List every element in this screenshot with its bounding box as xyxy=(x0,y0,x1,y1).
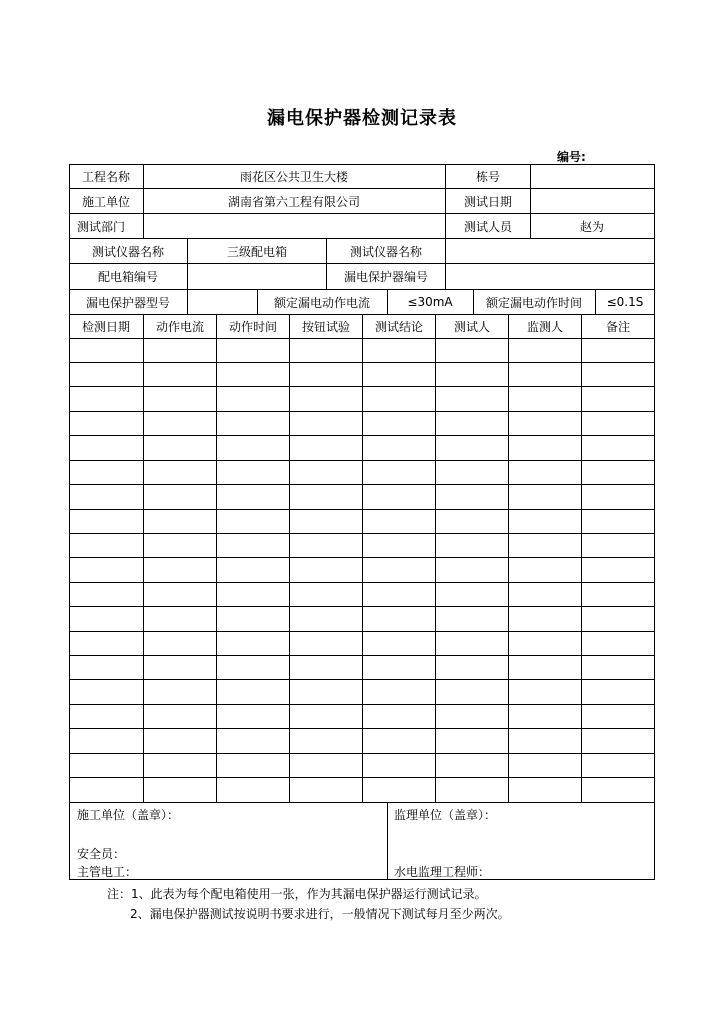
column-header: 备注 xyxy=(605,320,631,334)
protector-no-label: 漏电保护器编号 xyxy=(343,270,429,284)
test-dept-label: 测试部门 xyxy=(77,220,126,234)
serial-number-label: 编号: xyxy=(557,150,586,164)
contractor-seal-label: 施工单位（盖章）： xyxy=(77,808,180,822)
column-header: 检测日期 xyxy=(81,320,131,334)
instrument-value: 三级配电箱 xyxy=(226,245,288,259)
column-header: 按钮试验 xyxy=(301,320,351,334)
instrument2-label: 测试仪器名称 xyxy=(349,245,423,259)
model-label: 漏电保护器型号 xyxy=(85,296,171,310)
column-header: 测试结论 xyxy=(374,320,424,334)
safety-officer-label: 安全员： xyxy=(77,847,126,861)
chief-electrician-label: 主管电工： xyxy=(77,865,138,879)
contractor-label: 施工单位 xyxy=(81,195,131,209)
tester-value: 赵为 xyxy=(579,220,605,234)
project-name-label: 工程名称 xyxy=(81,170,131,184)
contractor-value: 湖南省第六工程有限公司 xyxy=(227,195,361,209)
instrument-label: 测试仪器名称 xyxy=(91,245,165,259)
record-table xyxy=(69,164,655,880)
rated-time-value: ≤0.1S xyxy=(606,295,644,309)
building-label: 栋号 xyxy=(475,170,501,184)
tester-label: 测试人员 xyxy=(463,220,513,234)
note-line-1: 注：1、此表为每个配电箱使用一张，作为其漏电保护器运行测试记录。 xyxy=(107,887,487,901)
rated-current-value: ≤30mA xyxy=(407,295,453,309)
project-name-value: 雨花区公共卫生大楼 xyxy=(239,170,349,184)
page-title: 漏电保护器检测记录表 xyxy=(267,108,457,129)
column-header: 监测人 xyxy=(526,320,564,334)
column-header: 动作时间 xyxy=(228,320,278,334)
supervisor-engineer-label: 水电监理工程师： xyxy=(394,865,491,879)
rated-time-label: 额定漏电动作时间 xyxy=(485,296,583,310)
test-date-label: 测试日期 xyxy=(463,195,513,209)
column-header: 动作电流 xyxy=(155,320,205,334)
supervisor-seal-label: 监理单位（盖章）： xyxy=(394,808,497,822)
note-line-2: 2、漏电保护器测试按说明书要求进行，一般情况下测试每月至少两次。 xyxy=(130,907,510,921)
box-no-label: 配电箱编号 xyxy=(97,270,159,284)
column-header: 测试人 xyxy=(453,320,491,334)
rated-current-label: 额定漏电动作电流 xyxy=(273,296,371,310)
